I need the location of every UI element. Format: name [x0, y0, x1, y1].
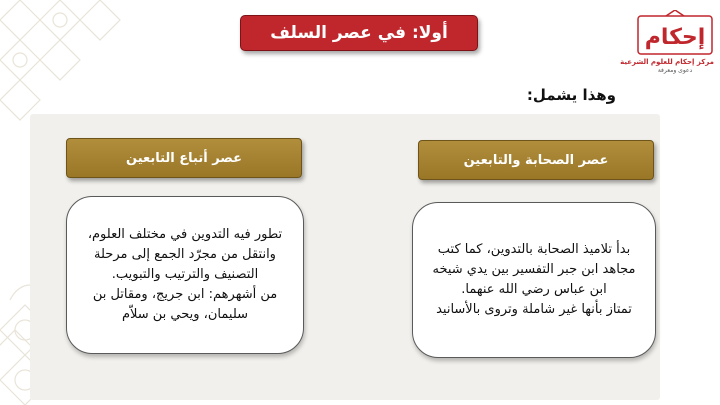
card-paragraph: تمتاز بأنها غير شاملة وتروى بالأسانيد — [436, 302, 632, 317]
logo-tagline: دعوى ومعرفة — [657, 67, 693, 74]
logo — [620, 10, 714, 74]
intro-text: وهذا يشمل: — [526, 86, 616, 104]
card-followers-era — [66, 196, 304, 354]
card-companions-era — [412, 202, 656, 358]
card-paragraph: من أشهرهم: ابن جريج، ومقاتل بن سليمان، ويحي بن سلاّم — [92, 287, 278, 322]
slide-title: أولا: في عصر السلف — [240, 15, 478, 51]
logo-subtitle: مركز إحكام للعلوم الشرعية — [620, 58, 714, 66]
logo-text: إحكام — [644, 25, 706, 50]
heading-followers-era: عصر أتباع التابعين — [66, 138, 302, 178]
heading-companions-era: عصر الصحابة والتابعين — [418, 140, 654, 180]
card-paragraph: تطور فيه التدوين في مختلف العلوم، وانتقل من مجرّد الجمع إلى مرحلة التصنيف والترتيب والتبويب. — [87, 227, 283, 282]
logo-emblem — [636, 10, 714, 56]
card-paragraph: بدأ تلاميذ الصحابة بالتدوين، كما كتب مجاهد ابن جبر التفسير بين يدي شيخه ابن عباس رضي الله عنهما. — [432, 242, 636, 297]
